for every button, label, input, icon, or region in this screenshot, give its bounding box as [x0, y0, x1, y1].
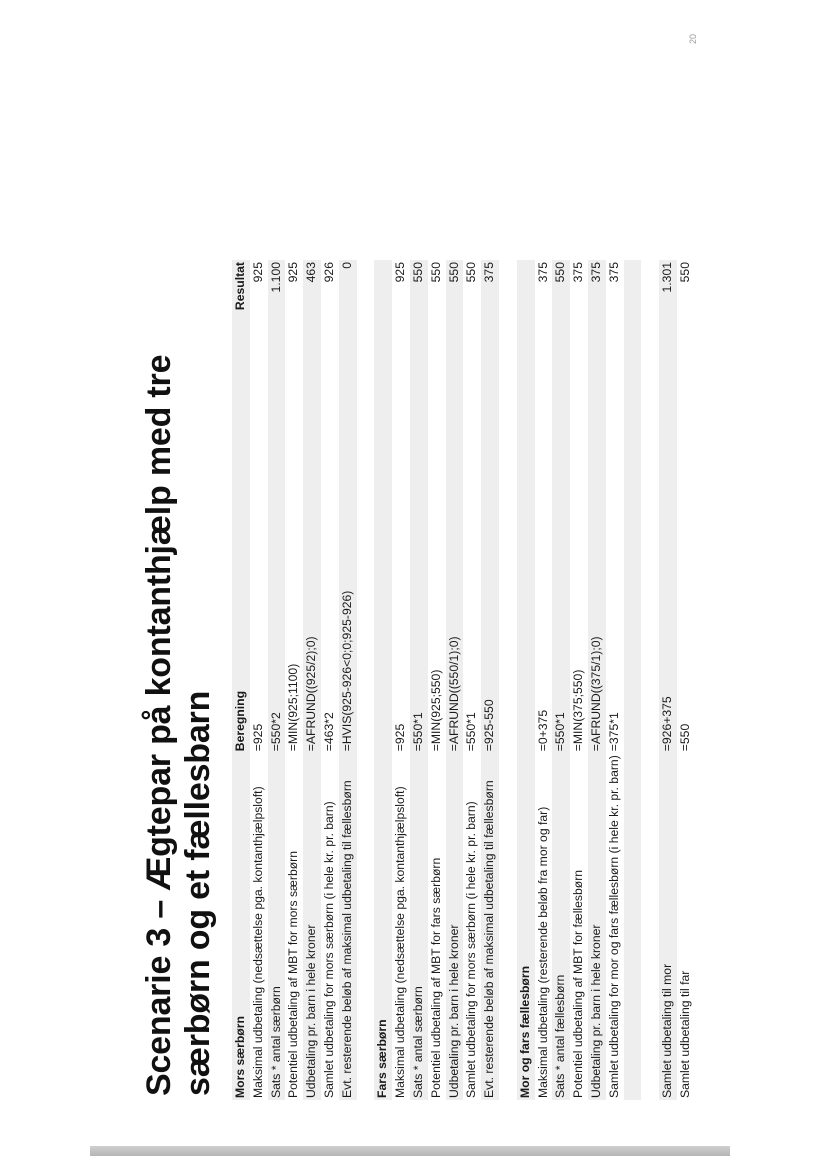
total-calc: =926+375 [659, 343, 677, 753]
row-label: Samlet udbetaling for mors særbørn (i hele kr. pr. barn) [464, 801, 479, 1098]
total-label: Samlet udbetaling til far [677, 970, 692, 1098]
row-result: 0 [339, 260, 357, 343]
total-result: 550 [677, 262, 692, 283]
row-calc: =AFRUND((550/1);0) [446, 343, 464, 753]
table-row [428, 260, 446, 1100]
rotated-content [140, 260, 700, 1100]
table-row [606, 260, 624, 1100]
row-label: Evt. resterende beløb af maksimal udbetaling til fællesbørn [339, 753, 357, 1100]
row-calc: =925 [250, 723, 265, 752]
page-number: 20 [688, 33, 699, 45]
row-label: Potentiel udbetaling af MBT for mors særbørn [286, 850, 301, 1098]
table-row [410, 260, 428, 1100]
row-label: Samlet udbetaling for mors særbørn (i hele kr. pr. barn) [321, 801, 336, 1098]
row-calc: =AFRUND((925/2);0) [303, 343, 321, 753]
row-result: 925 [250, 262, 265, 283]
row-label: Udbetaling pr. barn i hele kroner [588, 753, 606, 1100]
row-result: 550 [446, 260, 464, 343]
row-result: 550 [428, 262, 443, 283]
section-heading-mors: Mors særbørn [232, 753, 250, 1100]
row-label: Evt. resterende beløb af maksimal udbetaling til fællesbørn [481, 753, 499, 1100]
table-row [268, 260, 286, 1100]
row-label: Sats * antal særbørn [268, 753, 286, 1100]
table-row [339, 260, 357, 1100]
footer-bar [90, 1146, 730, 1156]
section-heading-row [374, 260, 392, 1100]
table-header-row [232, 260, 250, 1100]
row-label: Samlet udbetaling for mor og fars fællesbørn (i hele kr. pr. barn) [606, 755, 621, 1098]
table-row [481, 260, 499, 1100]
spacer-row [641, 260, 659, 1100]
row-calc: =MIN(925;1100) [286, 663, 301, 752]
row-label: Udbetaling pr. barn i hele kroner [446, 753, 464, 1100]
table-row [285, 260, 303, 1100]
table-row [392, 260, 410, 1100]
section-heading-fars: Fars særbørn [374, 753, 392, 1100]
row-result: 375 [588, 260, 606, 343]
row-label: Maksimal udbetaling (nedsættelse pga. kontanthjælpsloft) [250, 786, 265, 1098]
total-calc: =550 [677, 723, 692, 752]
row-label: Potentiel udbetaling af MBT for fællesbørn [571, 869, 586, 1098]
column-header-result: Resultat [232, 260, 250, 343]
table-row [446, 260, 464, 1100]
row-label: Potentiel udbetaling af MBT for fars særbørn [428, 857, 443, 1098]
row-result: 550 [552, 260, 570, 343]
row-calc: =HVIS(925-926<0;0;925-926) [339, 343, 357, 753]
spacer-row [624, 260, 642, 1100]
row-calc: =0+375 [535, 709, 550, 752]
row-result: 463 [303, 260, 321, 343]
row-calc: =463*2 [321, 712, 336, 752]
row-label: Sats * antal fællesbørn [552, 753, 570, 1100]
spacer-row [357, 260, 375, 1100]
row-result: 925 [286, 262, 301, 283]
row-calc: =MIN(925;550) [428, 669, 443, 752]
row-calc: =550*1 [464, 712, 479, 752]
row-calc: =925 [393, 723, 408, 752]
total-label: Samlet udbetaling til mor [659, 753, 677, 1100]
page-title: Scenarie 3 – Ægtepar på kontanthjælp med tre særbørn og et fællesbarn [140, 354, 217, 1096]
row-label: Maksimal udbetaling (nedsættelse pga. kontanthjælpsloft) [393, 786, 408, 1098]
table-row [588, 260, 606, 1100]
row-calc: =925-550 [481, 343, 499, 753]
row-result: 550 [464, 262, 479, 283]
row-calc: =MIN(375;550) [571, 669, 586, 752]
table-row [570, 260, 588, 1100]
table-row [535, 260, 553, 1100]
row-calc: =550*2 [268, 343, 286, 753]
row-label: Udbetaling pr. barn i hele kroner [303, 753, 321, 1100]
row-result: 550 [410, 260, 428, 343]
row-calc: =AFRUND((375/1);0) [588, 343, 606, 753]
calculation-table [232, 260, 695, 1100]
row-result: 375 [571, 262, 586, 283]
table-row [463, 260, 481, 1100]
row-result: 375 [606, 262, 621, 283]
table-row [250, 260, 268, 1100]
row-label: Sats * antal særbørn [410, 753, 428, 1100]
table-row [303, 260, 321, 1100]
total-row [677, 260, 695, 1100]
row-result: 375 [535, 262, 550, 283]
total-result: 1.301 [659, 260, 677, 343]
table-row [321, 260, 339, 1100]
row-calc: =550*1 [410, 343, 428, 753]
row-result: 1.100 [268, 260, 286, 343]
column-header-calc: Beregning [232, 343, 250, 753]
row-calc: =550*1 [552, 343, 570, 753]
row-result: 375 [481, 260, 499, 343]
row-label: Maksimal udbetaling (resterende beløb fra mor og far) [535, 806, 550, 1098]
total-row [659, 260, 677, 1100]
table-row [552, 260, 570, 1100]
row-calc: =375*1 [606, 712, 621, 752]
section-heading-row [517, 260, 535, 1100]
section-heading-faelles: Mor og fars fællesbørn [517, 753, 535, 1100]
row-result: 926 [321, 262, 336, 283]
row-result: 925 [393, 262, 408, 283]
spacer-row [499, 260, 517, 1100]
